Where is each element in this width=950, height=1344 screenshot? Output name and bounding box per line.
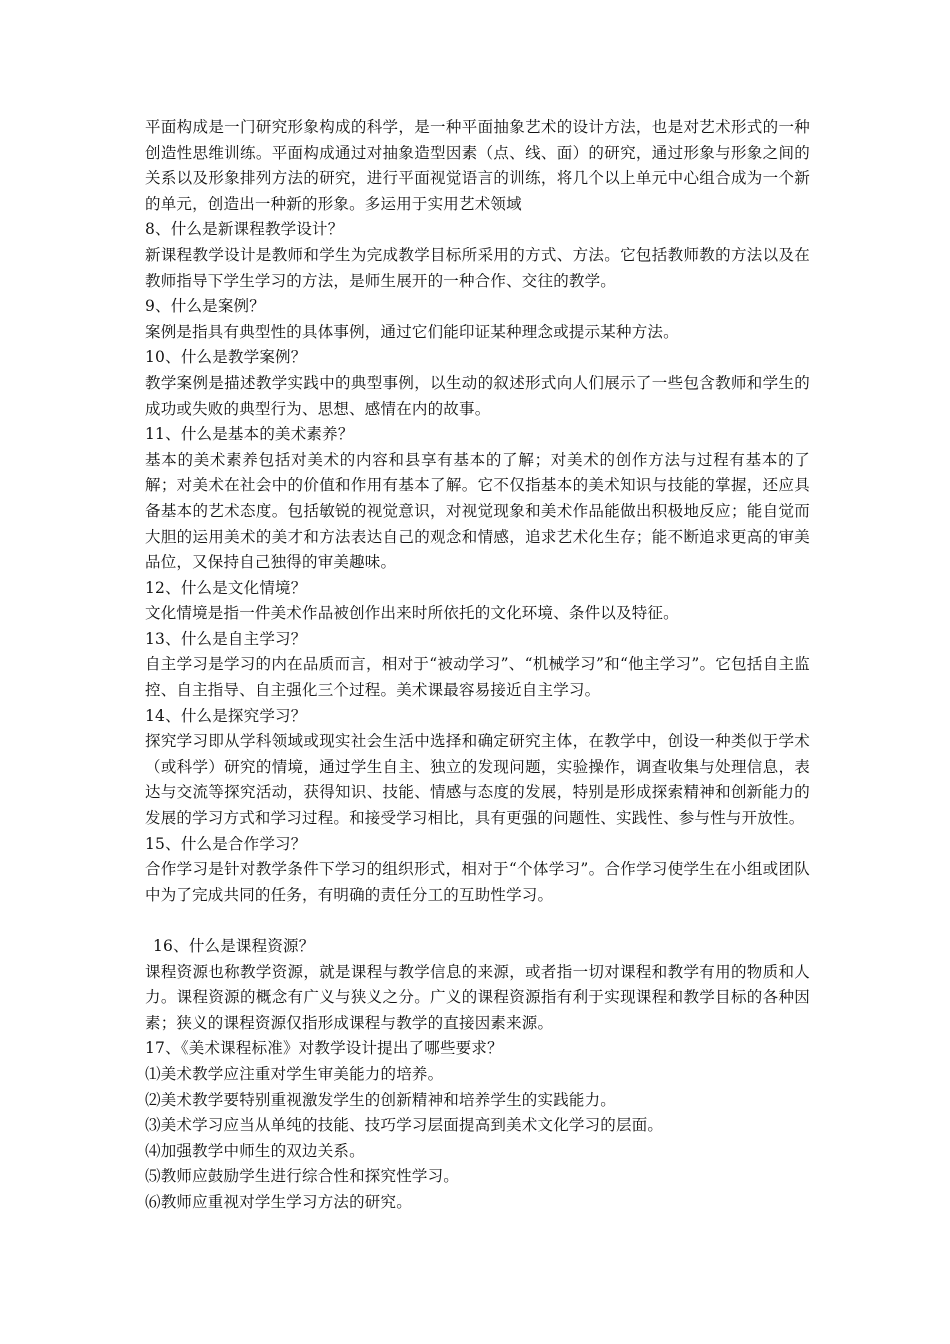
list-item: ⑶美术学习应当从单纯的技能、技巧学习层面提高到美术文化学习的层面。 — [145, 1116, 664, 1135]
list-item: ⑵美术教学要特别重视激发学生的创新精神和培养学生的实践能力。 — [145, 1090, 617, 1109]
question-12: 12、什么是文化情境？ — [145, 578, 307, 597]
answer-9: 案例是指具有典型性的具体事例，通过它们能印证某种理念或提示某种方法。 — [145, 322, 679, 341]
question-14: 14、什么是探究学习？ — [145, 706, 307, 725]
list-item: ⑷加强教学中师生的双边关系。 — [145, 1141, 365, 1160]
answer-15: 合作学习是针对教学条件下学习的组织形式，相对于“个体学习”。合作学习使学生在小组或团队中为了完成共同的任务，有明确的责任分工的互助性学习。 — [145, 860, 810, 904]
question-17: 17、《美术课程标准》对教学设计提出了哪些要求？ — [145, 1039, 503, 1058]
list-item: ⑸教师应鼓励学生进行综合性和探究性学习。 — [145, 1167, 460, 1186]
intro-paragraph: 平面构成是一门研究形象构成的科学，是一种平面抽象艺术的设计方法，也是对艺术形式的一种创造性思维训练。平面构成通过对抽象造型因素（点、线、面）的研究，通过形象与形象之间的关系以及形象排列方法的研究，进行平面视觉语言的训练，将几个以上单元中心组合成为一个新的单元，创造出一种新的形象。多运用于实用艺术领域 — [145, 118, 810, 213]
answer-14: 探究学习即从学科领域或现实社会生活中选择和确定研究主体，在教学中，创设一种类似于学术（或科学）研究的情境，通过学生自主、独立的发现问题，实验操作，调查收集与处理信息，表达与交流等探究活动，获得知识、技能、情感与态度的发展，特别是形成探索精神和创新能力的发展的学习方式和学习过程。和接受学习相比，具有更强的问题性、实践性、参与性与开放性。 — [145, 732, 810, 828]
answer-11: 基本的美术素养包括对美术的内容和县享有基本的了解；对美术的创作方法与过程有基本的了解；对美术在社会中的价值和作用有基本了解。它不仅指基本的美术知识与技能的掌握，还应具备基本的艺术态度。包括敏锐的视觉意识，对视觉现象和美术作品能做出积极地反应；能自觉而大胆的运用美术的美才和方法表达自己的观念和情感，追求艺术化生存；能不断追求更高的审美品位，又保持自己独得的审美趣味。 — [145, 450, 810, 572]
question-13: 13、什么是自主学习？ — [145, 629, 307, 648]
question-15: 15、什么是合作学习？ — [145, 834, 307, 853]
question-11: 11、什么是基本的美术素养？ — [145, 425, 354, 444]
question-16: 16、什么是课程资源？ — [153, 937, 315, 955]
answer-13: 自主学习是学习的内在品质而言，相对于“被动学习”、“机械学习”和“他主学习”。它包括自主监控、自主指导、自主强化三个过程。美术课最容易接近自主学习。 — [145, 655, 810, 700]
question-8: 8、什么是新课程教学设计？ — [145, 220, 344, 239]
question-10: 10、什么是教学案例？ — [145, 348, 307, 367]
answer-8: 新课程教学设计是教师和学生为完成教学目标所采用的方式、方法。它包括教师教的方法以及在教师指导下学生学习的方法，是师生展开的一种合作、交往的教学。 — [145, 245, 810, 290]
answer-10: 教学案例是描述教学实践中的典型事例，以生动的叙述形式向人们展示了一些包含教师和学生的成功或失败的典型行为、思想、感情在内的故事。 — [145, 373, 810, 418]
list-item: ⑴美术教学应注重对学生审美能力的培养。 — [145, 1064, 444, 1083]
question-9: 9、什么是案例？ — [145, 297, 265, 316]
answer-12: 文化情境是指一件美术作品被创作出来时所依托的文化环境、条件以及特征。 — [145, 604, 679, 623]
list-item: ⑹教师应重视对学生学习方法的研究。 — [145, 1192, 412, 1211]
blank-line — [145, 908, 810, 934]
answer-16: 课程资源也称教学资源，就是课程与教学信息的来源，或者指一切对课程和教学有用的物质和人力。课程资源的概念有广义与狭义之分。广义的课程资源指有利于实现课程和教学目标的各种因素；狭义的课程资源仅指形成课程与教学的直接因素来源。 — [145, 962, 810, 1032]
document-page — [145, 115, 810, 1216]
